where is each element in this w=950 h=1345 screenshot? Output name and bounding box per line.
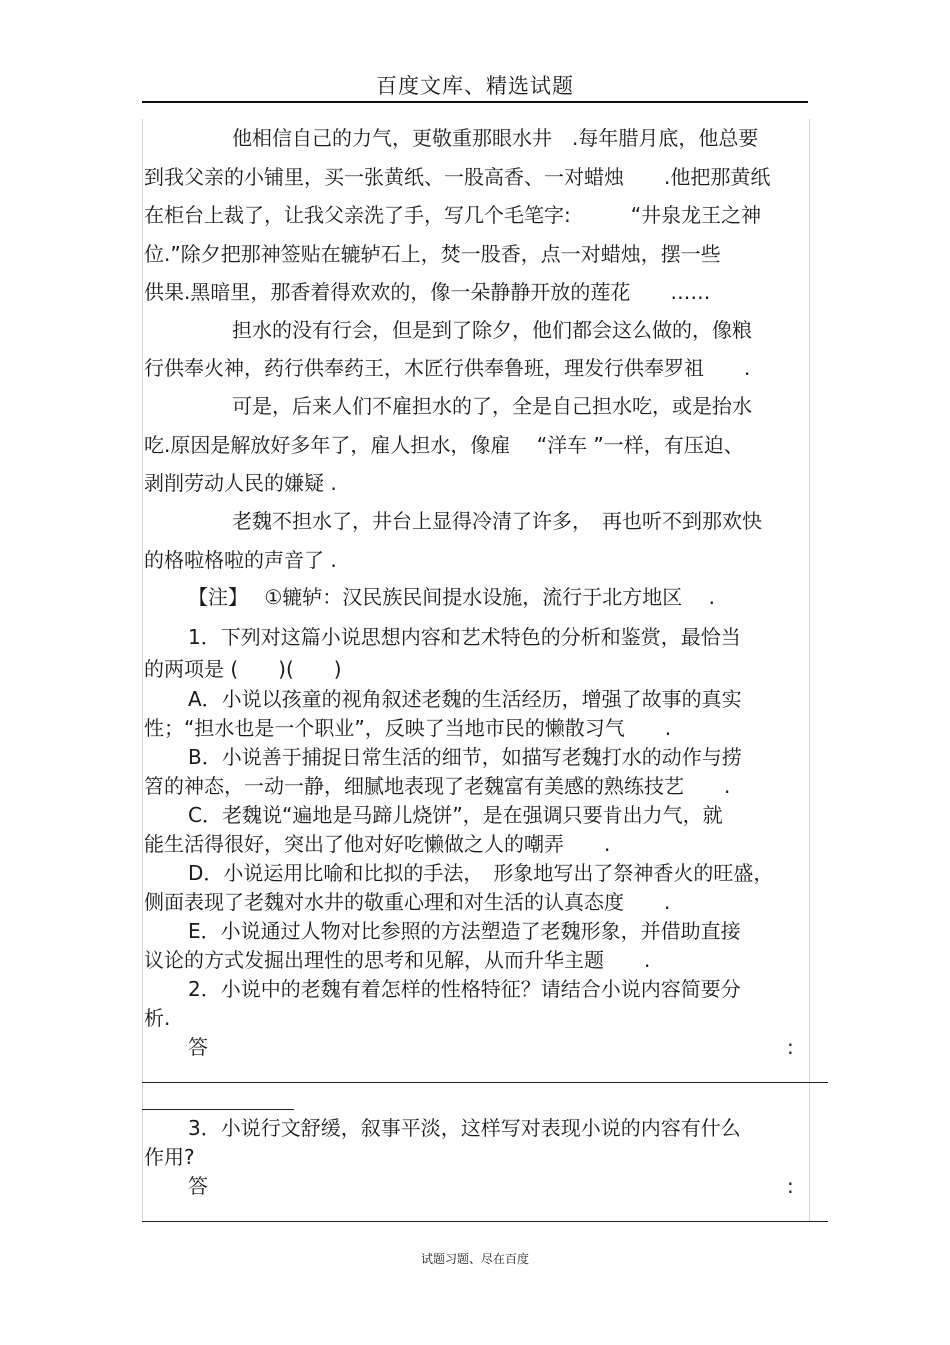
option-a: 性；“担水也是一个职业”，反映了当地市民的懒散习气 .: [144, 716, 672, 740]
passage-line: 到我父亲的小铺里，买一张黄纸、一股高香、一对蜡烛 .他把那黄纸: [144, 165, 771, 189]
page-footer: 试题习题、尽在百度: [420, 1252, 529, 1266]
option-d: 侧面表现了老魏对水井的敬重心理和对生活的认真态度 .: [144, 890, 671, 914]
answer-line[interactable]: [142, 1221, 828, 1222]
question-1-text: 1．下列对这篇小说思想内容和艺术特色的分析和鉴赏，最恰当: [188, 625, 741, 649]
passage-line: 位.”除夕把那神签贴在辘轳石上，焚一股香，点一对蜡烛，摆一些: [144, 242, 721, 266]
option-e: E．小说通过人物对比参照的方法塑造了老魏形象，并借助直接: [188, 919, 741, 943]
answer-line[interactable]: [142, 1082, 828, 1083]
question-3-text: 3．小说行文舒缓，叙事平淡，这样写对表现小说的内容有什么: [188, 1116, 741, 1140]
option-d: D．小说运用比喻和比拟的手法， 形象地写出了祭神香火的旺盛，: [188, 861, 774, 885]
header-rule: [142, 101, 808, 103]
option-c: 能生活得很好，突出了他对好吃懒做之人的嘲弄 .: [144, 832, 611, 856]
option-e: 议论的方式发掘出理性的思考和见解，从而升华主题 .: [144, 948, 651, 972]
option-b: B．小说善于捕捉日常生活的细节，如描写老魏打水的动作与捞: [188, 745, 742, 769]
passage-line: 行供奉火神，药行供奉药王，木匠行供奉鲁班，理发行供奉罗祖 .: [144, 356, 751, 380]
passage-line: 担水的没有行会，但是到了除夕，他们都会这么做的，像粮: [232, 318, 752, 342]
option-c: C．老魏说“遍地是马蹄儿烧饼”，是在强调只要肯出力气，就: [188, 803, 723, 827]
answer-colon: :: [787, 1035, 794, 1059]
question-2-text: 析.: [144, 1006, 171, 1030]
passage-line: 老魏不担水了，井台上显得冷清了许多， 再也听不到那欢快: [232, 509, 762, 533]
question-2-text: 2．小说中的老魏有着怎样的性格特征？请结合小说内容简要分: [188, 977, 741, 1001]
option-b: 笤的神态，一动一静，细腻地表现了老魏富有美感的熟练技艺 .: [144, 774, 731, 798]
option-a: A．小说以孩童的视角叙述老魏的生活经历，增强了故事的真实: [188, 687, 742, 711]
answer-colon: :: [787, 1174, 794, 1198]
annotation-note: 【注】 ①辘轳：汉民族民间提水设施，流行于北方地区 .: [188, 585, 716, 609]
passage-line: 供果.黑暗里，那香着得欢欢的，像一朵静静开放的莲花 ……: [144, 280, 711, 304]
passage-line: 可是，后来人们不雇担水的了，全是自己担水吃，或是抬水: [232, 394, 752, 418]
passage-line: 的格啦格啦的声音了 .: [144, 548, 337, 572]
answer-line[interactable]: [142, 1109, 294, 1110]
question-1-text: 的两项是 ( )( ): [144, 657, 342, 681]
question-3-text: 作用?: [144, 1145, 195, 1169]
answer-label: 答: [188, 1035, 208, 1059]
page-header-title: 百度文库、精选试题: [376, 74, 574, 98]
passage-line: 吃.原因是解放好多年了，雇人担水，像雇 “洋车 ”一样，有压迫、: [144, 433, 744, 457]
answer-label: 答: [188, 1174, 208, 1198]
passage-line: 在柜台上裁了，让我父亲洗了手，写几个毛笔字: “井泉龙王之神: [144, 203, 762, 227]
passage-line: 剥削劳动人民的嫌疑 .: [144, 471, 337, 495]
passage-line: 他相信自己的力气，更敬重那眼水井 .每年腊月底，他总要: [232, 126, 759, 150]
